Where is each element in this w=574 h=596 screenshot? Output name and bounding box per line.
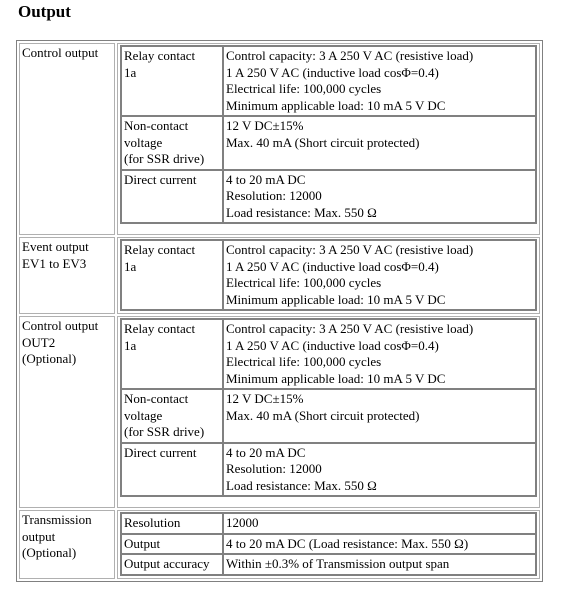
spec-text: Load resistance: Max. 550 Ω: [226, 477, 377, 493]
type-cell: [121, 389, 223, 443]
section-heading: Output: [18, 2, 71, 21]
type-label: Relay contact: [124, 48, 196, 63]
spec-text: Minimum applicable load: 10 mA 5 V DC: [226, 370, 446, 386]
type-label: Resolution: [124, 515, 181, 530]
spec-text: 1 A 250 V AC (inductive load cosΦ=0.4): [226, 64, 439, 80]
spec-text: Max. 40 mA (Short circuit protected): [226, 134, 420, 150]
spec-cell: [223, 534, 536, 555]
spec-row: [121, 240, 536, 310]
output-spec-table: [16, 40, 543, 582]
spec-text: Max. 40 mA (Short circuit protected): [226, 407, 420, 423]
spec-row: [121, 389, 536, 443]
category-label: output: [22, 528, 56, 544]
type-label: Relay contact: [124, 321, 196, 336]
category-label: Control output: [22, 318, 99, 333]
type-cell: [121, 319, 223, 389]
spec-row: [121, 554, 536, 575]
section-row-control-output-out2: [19, 316, 540, 508]
spec-text: Control capacity: 3 A 250 V AC (resistive load): [226, 242, 474, 257]
category-label: OUT2: [22, 334, 56, 350]
spec-text: Electrical life: 100,000 cycles: [226, 275, 382, 290]
spec-text: 1 A 250 V AC (inductive load cosΦ=0.4): [226, 258, 439, 274]
spec-row: [121, 46, 536, 116]
type-cell: [121, 170, 223, 224]
spec-cell: [223, 513, 536, 534]
spec-text: 4 to 20 mA DC: [226, 444, 306, 460]
category-label: Transmission: [22, 512, 92, 527]
spec-cell: [223, 554, 536, 575]
spec-text: 4 to 20 mA DC: [226, 171, 306, 187]
spec-text: 12 V DC±15%: [226, 118, 304, 133]
type-cell: [121, 534, 223, 555]
category-label: (Optional): [22, 545, 77, 560]
type-cell: [121, 554, 223, 575]
spec-text: 4 to 20 mA DC (Load resistance: Max. 550 Ω): [226, 535, 469, 551]
section-row-transmission-output: [19, 510, 540, 579]
spec-row: [121, 319, 536, 389]
type-label: 1a: [124, 337, 137, 353]
spec-cell: [223, 116, 536, 170]
type-label: Non-contact: [124, 118, 189, 133]
category-cell: [19, 316, 115, 508]
detail-cell: [117, 510, 540, 579]
spec-text: 12000: [226, 515, 259, 530]
category-label: Event output: [22, 239, 89, 254]
type-label: Output: [124, 535, 161, 551]
type-cell: [121, 240, 223, 310]
spec-cell: [223, 319, 536, 389]
type-label: Relay contact: [124, 242, 196, 257]
spec-row: [121, 116, 536, 170]
spec-text: 12 V DC±15%: [226, 391, 304, 406]
spec-text: Within ±0.3% of Transmission output span: [226, 556, 450, 571]
type-cell: [121, 46, 223, 116]
spec-cell: [223, 170, 536, 224]
section-row-control-output: [19, 43, 540, 235]
category-cell: [19, 510, 115, 579]
detail-cell: [117, 43, 540, 235]
spec-text: Electrical life: 100,000 cycles: [226, 354, 382, 369]
detail-table: [120, 45, 537, 224]
category-label: (Optional): [22, 351, 77, 366]
category-cell: [19, 237, 115, 314]
spec-text: Control capacity: 3 A 250 V AC (resistive load): [226, 48, 474, 63]
spec-row: [121, 513, 536, 534]
category-label: EV1 to EV3: [22, 255, 87, 271]
spec-cell: [223, 46, 536, 116]
type-label: 1a: [124, 64, 137, 80]
type-label: Direct current: [124, 444, 197, 460]
type-cell: [121, 513, 223, 534]
detail-table: [120, 239, 537, 311]
detail-table: [120, 318, 537, 497]
type-cell: [121, 116, 223, 170]
detail-table: [120, 512, 537, 576]
type-label: (for SSR drive): [124, 424, 205, 439]
category-cell: [19, 43, 115, 235]
type-label: 1a: [124, 258, 137, 274]
category-label: Control output: [22, 45, 99, 60]
type-label: Output accuracy: [124, 556, 210, 571]
detail-cell: [117, 237, 540, 314]
spec-text: Resolution: 12000: [226, 188, 322, 203]
spec-text: Resolution: 12000: [226, 461, 322, 476]
spec-row: [121, 443, 536, 497]
spec-text: Load resistance: Max. 550 Ω: [226, 204, 377, 220]
spec-row: [121, 170, 536, 224]
spec-text: 1 A 250 V AC (inductive load cosΦ=0.4): [226, 337, 439, 353]
type-label: voltage: [124, 134, 163, 150]
spec-text: Minimum applicable load: 10 mA 5 V DC: [226, 97, 446, 113]
spec-cell: [223, 389, 536, 443]
type-label: (for SSR drive): [124, 151, 205, 166]
spec-text: Electrical life: 100,000 cycles: [226, 81, 382, 96]
type-label: voltage: [124, 407, 163, 423]
type-label: Non-contact: [124, 391, 189, 406]
detail-cell: [117, 316, 540, 508]
spec-text: Control capacity: 3 A 250 V AC (resistive load): [226, 321, 474, 336]
type-cell: [121, 443, 223, 497]
spec-row: [121, 534, 536, 555]
spec-cell: [223, 443, 536, 497]
section-row-event-output: [19, 237, 540, 314]
spec-text: Minimum applicable load: 10 mA 5 V DC: [226, 291, 446, 307]
spec-cell: [223, 240, 536, 310]
type-label: Direct current: [124, 171, 197, 187]
